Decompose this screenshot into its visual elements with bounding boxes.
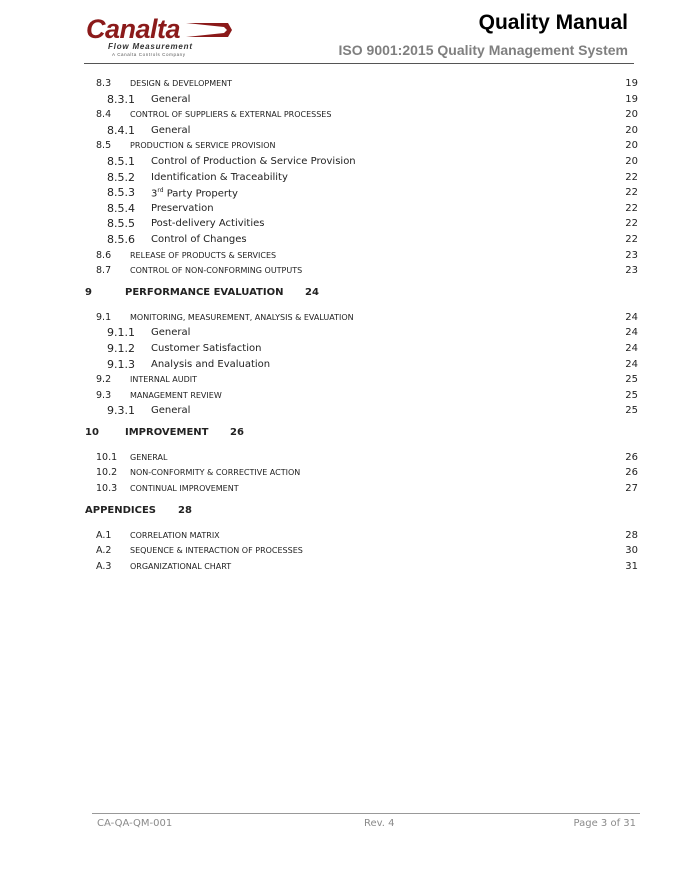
- toc-entry-title: DESIGN & DEVELOPMENT: [130, 79, 233, 88]
- toc-entry-page: 24: [625, 311, 638, 323]
- toc-entry-page: 23: [625, 249, 638, 261]
- toc-entry[interactable]: [0, 287, 680, 307]
- toc-entry-number: 9.2: [96, 374, 112, 386]
- toc-entry-page: 19: [625, 78, 638, 89]
- toc-entry-number: 9.1: [96, 311, 112, 323]
- toc-entry[interactable]: [0, 505, 680, 525]
- logo-wordmark: Canalta: [86, 14, 181, 44]
- toc-entry-page: 24: [305, 286, 319, 298]
- toc-entry-page: 24: [625, 327, 638, 339]
- toc-entry[interactable]: [0, 139, 680, 155]
- toc-entry[interactable]: [0, 451, 680, 467]
- logo-tagline: A Canalta Controls Company: [112, 52, 186, 57]
- document-subtitle: ISO 9001:2015 Quality Management System: [338, 42, 628, 58]
- toc-entry-title: General: [151, 124, 191, 136]
- toc-entry[interactable]: [0, 560, 680, 576]
- toc-entry-number: 8.5.3: [107, 186, 135, 200]
- document-title: Quality Manual: [478, 11, 628, 34]
- toc-entry-title: [151, 187, 238, 199]
- toc-entry[interactable]: [0, 217, 680, 233]
- footer-revision: Rev. 4: [364, 818, 395, 829]
- toc-entry-page: 20: [625, 140, 638, 152]
- toc-entry-page: 20: [625, 109, 638, 121]
- logo-swoosh-icon: [184, 20, 234, 40]
- company-logo: [86, 16, 236, 60]
- toc-entry-number: 9.3.1: [107, 404, 135, 418]
- toc-entry[interactable]: [0, 404, 680, 420]
- toc-entry-page: 22: [625, 218, 638, 230]
- toc-entry[interactable]: [0, 124, 680, 140]
- toc-entry-page: 28: [178, 504, 192, 516]
- toc-entry-title: GENERAL: [130, 452, 168, 462]
- toc-entry-page: 20: [625, 124, 638, 136]
- toc-entry-number: A.2: [96, 545, 112, 557]
- toc-entry-page: 28: [625, 529, 638, 541]
- footer-divider: [92, 813, 640, 814]
- toc-entry[interactable]: [0, 529, 680, 545]
- toc-entry[interactable]: [0, 373, 680, 389]
- toc-entry-number: 8.7: [96, 265, 112, 277]
- toc-entry-number: 10.3: [96, 483, 118, 495]
- toc-entry-number: 8.3.1: [107, 92, 135, 106]
- header-divider: [84, 63, 634, 64]
- toc-entry-title: APPENDICES: [85, 504, 156, 516]
- toc-entry-page: 25: [625, 405, 638, 417]
- toc-entry-title: CORRELATION MATRIX: [130, 530, 220, 540]
- toc-entry-title: Analysis and Evaluation: [151, 358, 271, 370]
- toc-entry-title: MANAGEMENT REVIEW: [130, 390, 222, 400]
- toc-entry-number: 8.5.6: [107, 232, 135, 246]
- toc-entry[interactable]: [0, 233, 680, 249]
- toc-entry-page: 24: [625, 358, 638, 370]
- toc-entry[interactable]: [0, 358, 680, 374]
- toc-entry[interactable]: [0, 311, 680, 327]
- toc-entry-page: 22: [625, 187, 638, 199]
- toc-entry-page: 30: [625, 545, 638, 557]
- toc-entry-number: 8.5.5: [107, 217, 135, 231]
- toc-entry-page: 24: [625, 342, 638, 354]
- toc-entry-title: MONITORING, MEASUREMENT, ANALYSIS & EVALUATION: [130, 312, 354, 322]
- toc-entry-number: 8.3: [96, 78, 112, 89]
- toc-entry-page: 27: [625, 483, 638, 495]
- toc-entry[interactable]: [0, 264, 680, 280]
- toc-entry[interactable]: [0, 342, 680, 358]
- toc-entry-title: RELEASE OF PRODUCTS & SERVICES: [130, 250, 277, 260]
- toc-entry-number: 10.1: [96, 451, 118, 463]
- toc-entry-title: PERFORMANCE EVALUATION: [125, 286, 284, 298]
- toc-entry-number: 9.1.3: [107, 357, 135, 371]
- toc-entry[interactable]: [0, 186, 680, 202]
- toc-entry-page: 22: [625, 202, 638, 214]
- toc-entry-number: 9.1.1: [107, 326, 135, 340]
- toc-entry-page: 23: [625, 265, 638, 277]
- toc-entry-number: 10: [85, 426, 99, 438]
- toc-entry-title: IMPROVEMENT: [125, 426, 209, 438]
- toc-entry[interactable]: [0, 326, 680, 342]
- toc-entry[interactable]: [0, 155, 680, 171]
- toc-entry-title: INTERNAL AUDIT: [130, 375, 198, 385]
- toc-entry-title: NON-CONFORMITY & CORRECTIVE ACTION: [130, 468, 301, 478]
- toc-entry-page: 25: [625, 374, 638, 386]
- logo-subtitle: Flow Measurement: [108, 42, 193, 51]
- toc-entry-title: PRODUCTION & SERVICE PROVISION: [130, 141, 276, 151]
- toc-entry-number: 8.5.4: [107, 201, 135, 215]
- footer-doc-id: CA-QA-QM-001: [97, 818, 173, 829]
- toc-entry-page: 25: [625, 389, 638, 401]
- toc-entry-title: General: [151, 405, 191, 417]
- toc-entry-title-prefix: 3: [151, 188, 158, 200]
- toc-entry-title: Post-delivery Activities: [151, 218, 265, 230]
- toc-entry-number: A.3: [96, 560, 112, 572]
- toc-entry[interactable]: [0, 466, 680, 482]
- toc-entry-number: 8.5: [96, 140, 112, 152]
- toc-entry-page: 26: [230, 426, 244, 438]
- toc-entry-title: CONTROL OF NON-CONFORMING OUTPUTS: [130, 266, 303, 276]
- toc-entry[interactable]: [0, 171, 680, 187]
- toc-entry[interactable]: [0, 93, 680, 109]
- footer-page-number: Page 3 of 31: [573, 818, 636, 829]
- toc-entry-number: 9.3: [96, 389, 112, 401]
- toc-entry-page: 20: [625, 155, 638, 167]
- toc-entry[interactable]: [0, 544, 680, 560]
- toc-entry-page: 22: [625, 233, 638, 245]
- toc-entry-page: 31: [625, 560, 638, 572]
- toc-entry-title: CONTINUAL IMPROVEMENT: [130, 484, 239, 494]
- toc-entry[interactable]: [0, 249, 680, 265]
- toc-entry[interactable]: [0, 389, 680, 405]
- toc-entry-title: CONTROL OF SUPPLIERS & EXTERNAL PROCESSES: [130, 110, 332, 120]
- toc-entry-number: 8.4: [96, 109, 112, 121]
- toc-entry-title: Customer Satisfaction: [151, 342, 262, 354]
- toc-entry-title-superscript: rd: [157, 187, 164, 195]
- toc-entry-title: ORGANIZATIONAL CHART: [130, 561, 232, 571]
- toc-entry-title: Control of Changes: [151, 233, 247, 245]
- table-of-contents: [0, 77, 680, 575]
- toc-entry-number: 8.5.1: [107, 154, 135, 168]
- toc-entry-number: 8.6: [96, 249, 112, 261]
- toc-entry-page: 22: [625, 171, 638, 183]
- toc-entry-title: SEQUENCE & INTERACTION OF PROCESSES: [130, 546, 303, 556]
- toc-entry-number: 8.5.2: [107, 170, 135, 184]
- toc-entry[interactable]: [0, 108, 680, 124]
- toc-entry-page: 26: [625, 451, 638, 463]
- toc-entry-number: 8.4.1: [107, 123, 135, 137]
- toc-entry-title: Control of Production & Service Provision: [151, 155, 356, 167]
- toc-entry-title-rest: Party Property: [163, 188, 238, 200]
- toc-entry-page: 19: [625, 93, 638, 105]
- toc-entry-title: Identification & Traceability: [151, 171, 288, 183]
- toc-entry[interactable]: [0, 202, 680, 218]
- toc-entry-number: 9.1.2: [107, 341, 135, 355]
- toc-entry[interactable]: [0, 77, 680, 93]
- toc-entry-title: General: [151, 327, 191, 339]
- toc-entry-page: 26: [625, 467, 638, 479]
- toc-entry[interactable]: [0, 427, 680, 447]
- toc-entry-title: General: [151, 93, 191, 105]
- toc-entry-number: 9: [85, 286, 92, 298]
- toc-entry-number: A.1: [96, 529, 112, 541]
- toc-entry[interactable]: [0, 482, 680, 498]
- toc-entry-title: Preservation: [151, 202, 214, 214]
- toc-entry-number: 10.2: [96, 467, 118, 479]
